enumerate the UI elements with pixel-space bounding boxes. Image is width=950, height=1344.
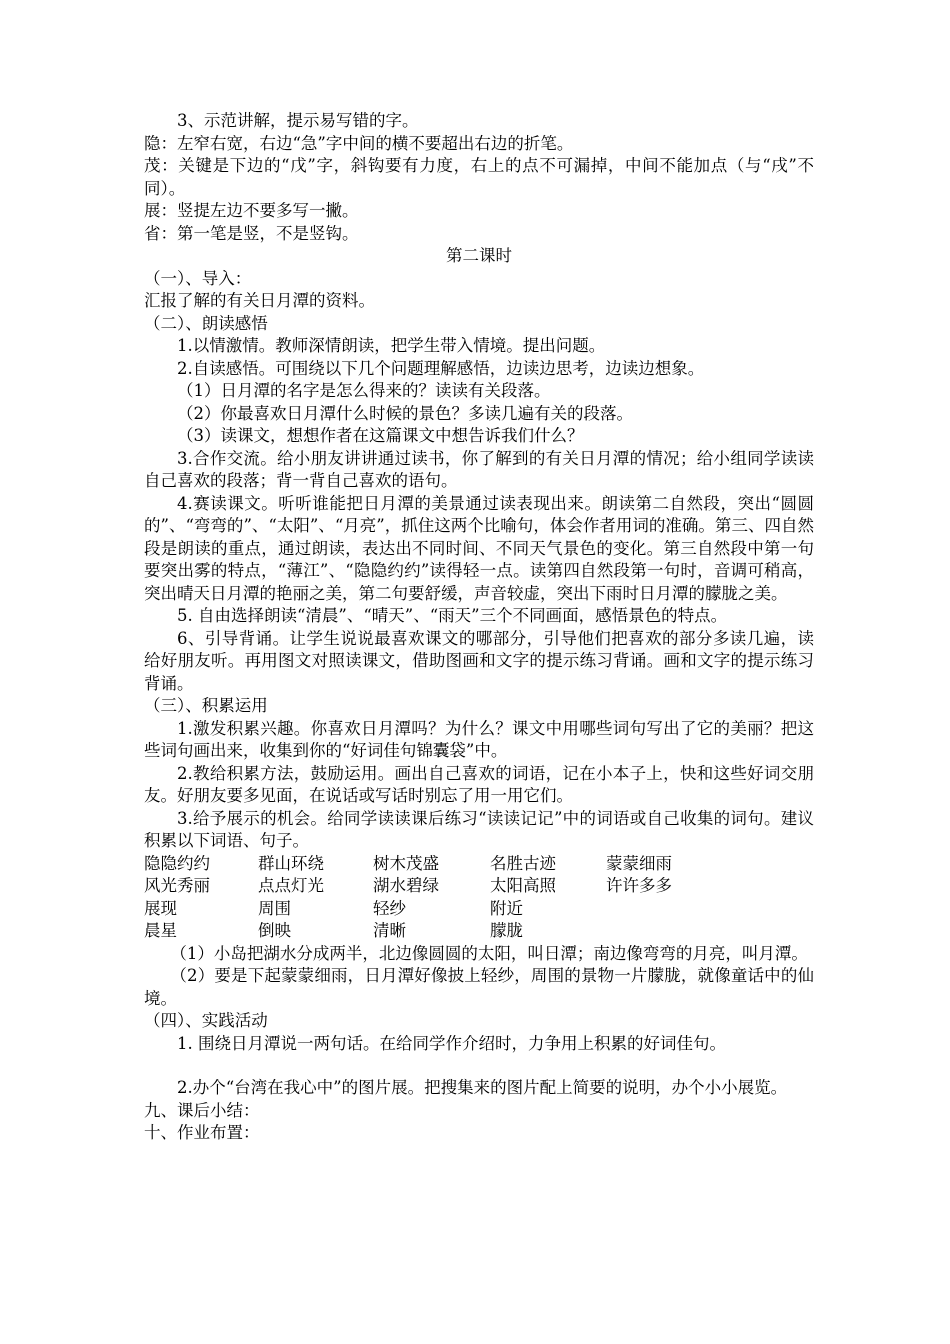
step-3-heading: 3、示范讲解，提示易写错的字。: [177, 111, 419, 130]
part-2-question-3: （3）读课文，想想作者在这篇课文中想告诉我们什么？: [177, 426, 584, 445]
document-page: [144, 110, 814, 1145]
word: 附近: [490, 898, 523, 918]
part-2-heading: （二）、朗读感悟: [144, 313, 268, 333]
part-2-item-6: 6、引导背诵。让学生说说最喜欢课文的哪部分，引导他们把喜欢的部分多读几遍，读给好朋友听。再用图文对照读课文，借助图画和文字的提示练习背诵。画和文字的提示练习背诵。: [144, 628, 814, 693]
part-3-item-3: 3.给予展示的机会。给同学读读课后练习“读读记记”中的词语或自己收集的词句。建议积累以下词语、句子。: [144, 808, 814, 850]
vocabulary-grid: [144, 853, 814, 943]
word: 点点灯光: [258, 876, 324, 895]
char-note-sheng: 省：第一笔是竖，不是竖钩。: [144, 223, 359, 243]
blank-line: [144, 1055, 814, 1077]
part-2-question-2: （2）你最喜欢日月潭什么时候的景色？多读几遍有关的段落。: [177, 403, 633, 423]
word: 展现: [144, 898, 177, 918]
part-3-item-1: 1.激发积累兴趣。你喜欢日月潭吗？为什么？课文中用哪些词句写出了它的美丽？把这些词句画出来，收集到你的“好词佳句锦囊袋”中。: [144, 718, 814, 760]
part-1-heading: （一）、导入：: [144, 268, 252, 288]
part-2-item-4: 4.赛读课文。听听谁能把日月潭的美景通过读表现出来。朗读第二自然段，突出“圆圆的”、“弯弯的”、“太阳”、“月亮”，抓住这两个比喻句，体会作者用词的准确。第三、四自然段是朗读的重点，通过朗读，表达出不同时间、不同天气景色的变化。第三自然段中第一句要突出雾的特点，“薄江”、“隐隐约约”读得轻一点。读第四自然段第一句时，音调可稍高，突出晴天日月潭的艳丽之美，第二句要舒缓，声音较虚，突出下雨时日月潭的朦胧之美。: [144, 493, 814, 603]
word: 周围: [258, 898, 291, 918]
word: 太阳高照: [490, 876, 556, 895]
part-2-question-1: （1）日月潭的名字是怎么得来的？读读有关段落。: [177, 381, 551, 400]
part-2-item-3: 3.合作交流。给小朋友讲讲通过读书，你了解到的有关日月潭的情况；给小组同学读读自己喜欢的段落；背一背自己喜欢的语句。: [144, 448, 814, 490]
word: 轻纱: [373, 898, 406, 918]
part-1-text: 汇报了解的有关日月潭的资料。: [144, 291, 375, 310]
section-title: 第二课时: [446, 246, 512, 265]
word: 树木茂盛: [373, 853, 439, 873]
word: 湖水碧绿: [373, 876, 439, 895]
homework-heading: 十、作业布置：: [144, 1123, 260, 1142]
summary-heading: 九、课后小结：: [144, 1100, 260, 1120]
word: 群山环绕: [258, 853, 324, 873]
sentence-1: （1）小岛把湖水分成两半，北边像圆圆的太阳，叫日潭；南边像弯弯的月亮，叫月潭。: [170, 943, 808, 963]
word: 晨星: [144, 921, 177, 940]
part-3-item-2: 2.教给积累方法，鼓励运用。画出自己喜欢的词语，记在小本子上，快和这些好词交朋友。好朋友要多见面，在说话或写话时别忘了用一用它们。: [144, 763, 814, 805]
word: 风光秀丽: [144, 876, 210, 895]
word: 蒙蒙细雨: [606, 853, 672, 873]
word: 许许多多: [606, 876, 672, 895]
part-2-item-2: 2.自读感悟。可围绕以下几个问题理解感悟，边读边思考，边读边想象。: [177, 358, 705, 378]
sentence-2: （2）要是下起蒙蒙细雨，日月潭好像披上轻纱，周围的景物一片朦胧，就像童话中的仙境。: [144, 966, 814, 1008]
char-note-mao: 茂：关键是下边的“戊”字，斜钩要有力度，右上的点不可漏掉，中间不能加点（与“戌”不同）。: [144, 156, 814, 198]
part-4-item-2: 2.办个“台湾在我心中”的图片展。把搜集来的图片配上简要的说明，办个小小展览。: [177, 1078, 788, 1097]
char-note-yin: 隐：左窄右宽，右边“急”字中间的横不要超出右边的折笔。: [144, 133, 574, 153]
part-3-heading: （三）、积累运用: [144, 696, 268, 715]
word: 名胜古迹: [490, 853, 556, 873]
part-4-item-1: 1. 围绕日月潭说一两句话。在给同学作介绍时，力争用上积累的好词佳句。: [177, 1033, 726, 1053]
word: 倒映: [258, 921, 291, 940]
part-2-item-1: 1.以情激情。教师深情朗读，把学生带入情境。提出问题。: [177, 336, 606, 355]
part-4-heading: （四）、实践活动: [144, 1011, 268, 1030]
char-note-zhan: 展：竖提左边不要多写一撇。: [144, 201, 359, 220]
word: 朦胧: [490, 921, 523, 940]
word: 隐隐约约: [144, 853, 210, 873]
part-2-item-5: 5. 自由选择朗读“清晨”、“晴天”、“雨天”三个不同画面，感悟景色的特点。: [177, 606, 728, 625]
word: 清晰: [373, 921, 406, 940]
